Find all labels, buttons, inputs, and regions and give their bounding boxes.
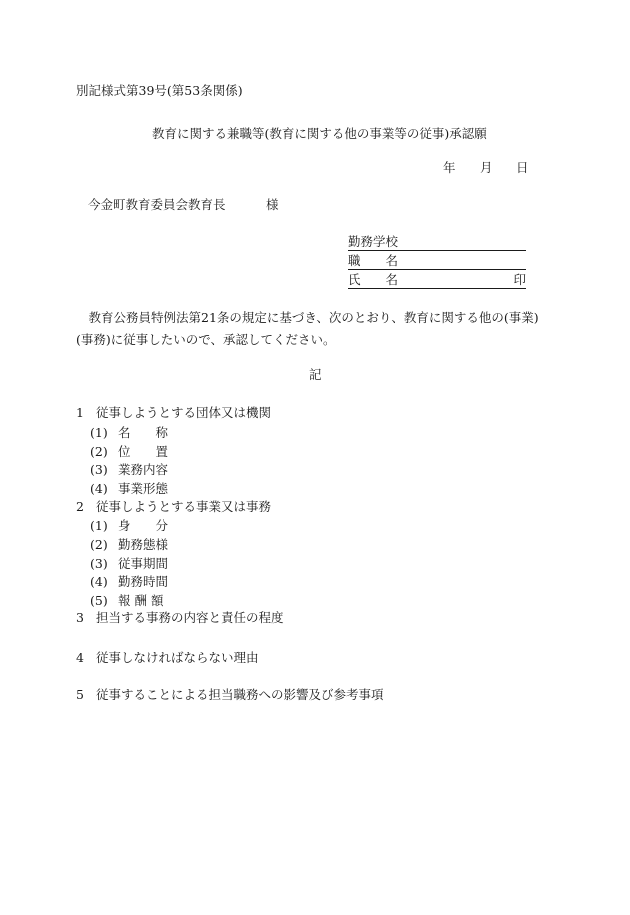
date-day: 日 <box>516 160 529 175</box>
item-number: (3) <box>90 462 108 477</box>
item-label: 勤務時間 <box>118 574 169 589</box>
item-number: (3) <box>90 556 108 571</box>
item-number: (2) <box>90 537 108 552</box>
item-number: (1) <box>90 518 108 533</box>
ki-heading: 記 <box>309 367 322 382</box>
school-field[interactable] <box>348 236 526 251</box>
name-field[interactable] <box>348 274 526 289</box>
item-number: (4) <box>90 481 108 496</box>
request-body: 教育公務員特例法第21条の規定に基づき、次のとおり、教育に関する他の(事業)(事務)に従事したいので、承認してください。 <box>76 310 539 347</box>
position-label: 職 名 <box>348 253 399 268</box>
section-heading: 担当する事務の内容と責任の程度 <box>96 610 284 625</box>
section-number: 1 <box>76 405 84 420</box>
section-number: 4 <box>76 650 84 665</box>
date-year: 年 <box>443 160 456 175</box>
honorific: 様 <box>266 197 279 212</box>
form-number: 別記様式第39号(第53条関係) <box>76 83 243 98</box>
seal-mark: 印 <box>513 272 526 287</box>
section-heading: 従事することによる担当職務への影響及び参考事項 <box>96 687 384 702</box>
section-number: 2 <box>76 499 84 514</box>
item-number: (2) <box>90 444 108 459</box>
section-heading: 従事しようとする事業又は事務 <box>96 499 272 514</box>
item-number: (5) <box>90 593 108 608</box>
name-label: 氏 名 <box>348 272 399 287</box>
addressee: 今金町教育委員会教育長 <box>88 197 226 212</box>
item-label: 事業形態 <box>118 481 169 496</box>
section-heading: 従事しようとする団体又は機関 <box>96 405 272 420</box>
section-number: 5 <box>76 687 84 702</box>
school-label: 勤務学校 <box>348 234 399 249</box>
position-field[interactable] <box>348 255 526 270</box>
item-number: (4) <box>90 574 108 589</box>
item-label: 業務内容 <box>118 462 169 477</box>
item-label: 名 称 <box>118 425 169 440</box>
date-month: 月 <box>480 160 493 175</box>
item-label: 位 置 <box>118 444 169 459</box>
item-label: 従事期間 <box>118 556 169 571</box>
section-heading: 従事しなければならない理由 <box>96 650 259 665</box>
item-label: 報 酬 額 <box>118 593 164 608</box>
item-label: 身 分 <box>118 518 169 533</box>
item-label: 勤務態様 <box>118 537 169 552</box>
section-number: 3 <box>76 610 84 625</box>
document-title: 教育に関する兼職等(教育に関する他の事業等の従事)承認願 <box>152 126 487 141</box>
item-number: (1) <box>90 425 108 440</box>
